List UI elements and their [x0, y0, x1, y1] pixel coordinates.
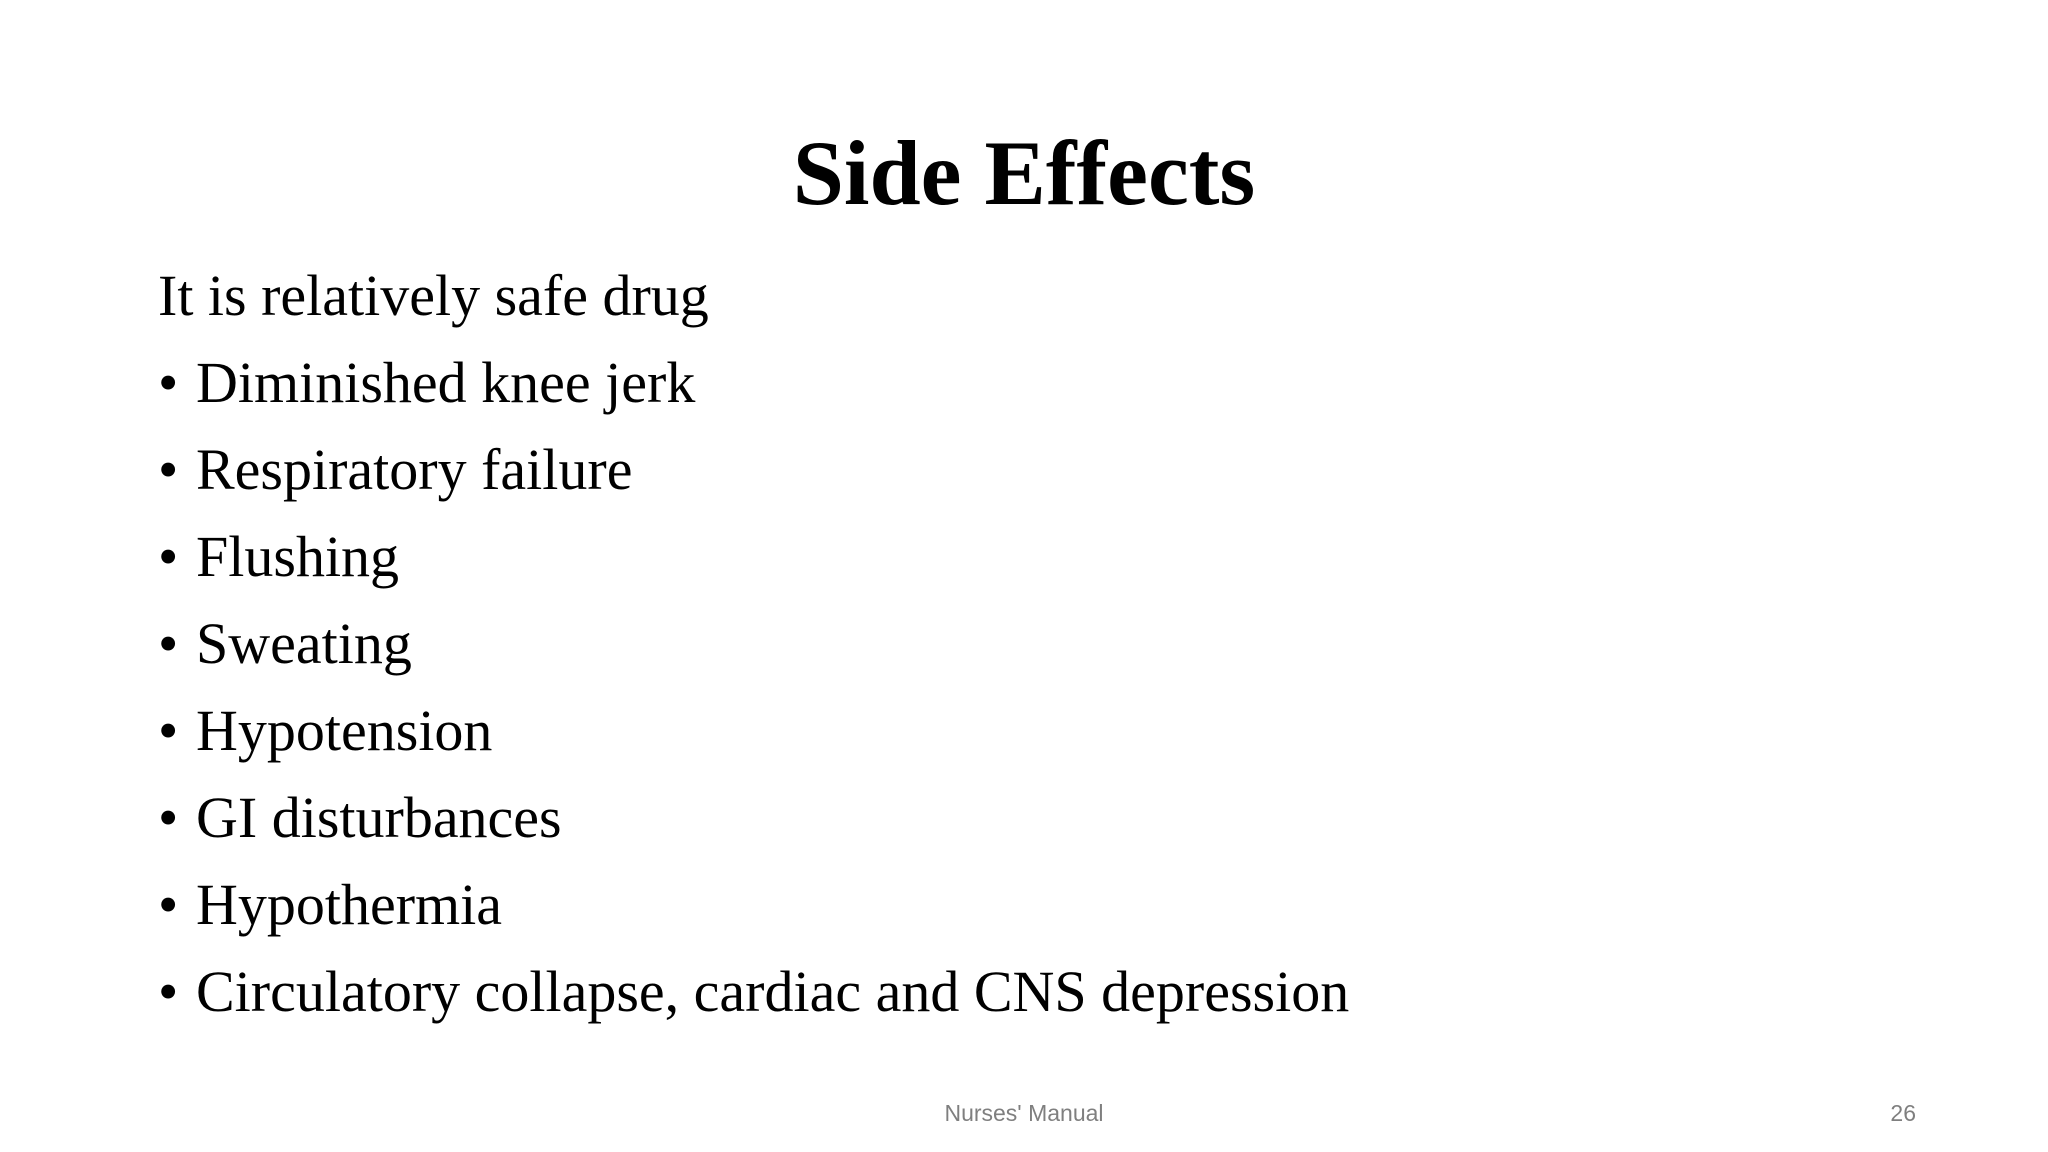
footer-text: Nurses' Manual [944, 1100, 1104, 1126]
slide-title: Side Effects [792, 122, 1256, 224]
bullet-icon: • [158, 350, 179, 415]
bullet-icon: • [158, 959, 179, 1024]
bullet-item [158, 861, 1918, 948]
bullet-text: Flushing [196, 524, 400, 589]
slide-body [158, 252, 1918, 1035]
bullet-item [158, 600, 1918, 687]
bullet-icon: • [158, 872, 179, 937]
bullet-item [158, 948, 1918, 1035]
bullet-icon: • [158, 524, 179, 589]
bullet-text: GI disturbances [196, 785, 562, 850]
intro-text: It is relatively safe drug [158, 263, 709, 328]
bullet-item [158, 513, 1918, 600]
bullet-item [158, 339, 1918, 426]
bullet-icon: • [158, 437, 179, 502]
bullet-item [158, 687, 1918, 774]
bullet-text: Circulatory collapse, cardiac and CNS depression [196, 959, 1350, 1024]
bullet-text: Respiratory failure [196, 437, 633, 502]
bullet-item [158, 774, 1918, 861]
bullet-item [158, 426, 1918, 513]
bullet-icon: • [158, 698, 179, 763]
bullet-text: Hypothermia [196, 872, 503, 937]
bullet-list [158, 339, 1918, 1035]
bullet-text: Sweating [196, 611, 412, 676]
bullet-icon: • [158, 785, 179, 850]
bullet-icon: • [158, 611, 179, 676]
bullet-text: Hypotension [196, 698, 493, 763]
bullet-text: Diminished knee jerk [196, 350, 696, 415]
page-number: 26 [1890, 1100, 1916, 1126]
